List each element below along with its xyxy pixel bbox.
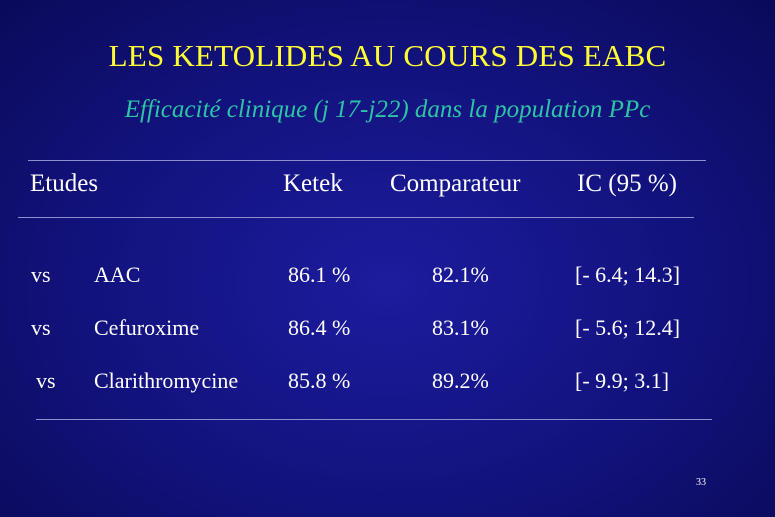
row-3-study: Clarithromycine (94, 368, 239, 393)
row-3-ic: [- 9.9; 3.1] (575, 368, 670, 393)
header-comparateur: Comparateur (390, 170, 521, 197)
row-1-vs: vs (31, 262, 51, 287)
row-2-ic: [- 5.6; 12.4] (575, 315, 681, 340)
header-bottom-rule (18, 217, 694, 218)
header-ic: IC (95 %) (577, 170, 677, 197)
row-2-ketek: 86.4 % (288, 315, 351, 340)
row-2-study: Cefuroxime (94, 315, 200, 340)
row-3-ketek: 85.8 % (288, 368, 351, 393)
slide-title: LES KETOLIDES AU COURS DES EABC (108, 38, 667, 73)
row-1-comparator: 82.1% (432, 262, 489, 287)
header-ketek: Ketek (283, 170, 343, 197)
row-2-comparator: 83.1% (432, 315, 489, 340)
table-bottom-rule (36, 419, 712, 420)
row-3-comparator: 89.2% (432, 368, 489, 393)
row-1-ic: [- 6.4; 14.3] (575, 262, 681, 287)
row-2-vs: vs (31, 315, 51, 340)
slide-subtitle: Efficacité clinique (j 17-j22) dans la population PPc (124, 96, 651, 123)
header-etudes: Etudes (30, 170, 99, 197)
row-1-ketek: 86.1 % (288, 262, 351, 287)
row-1-study: AAC (94, 262, 141, 287)
table-top-rule (28, 160, 706, 161)
page-number: 33 (696, 477, 706, 488)
row-3-vs: vs (36, 368, 56, 393)
